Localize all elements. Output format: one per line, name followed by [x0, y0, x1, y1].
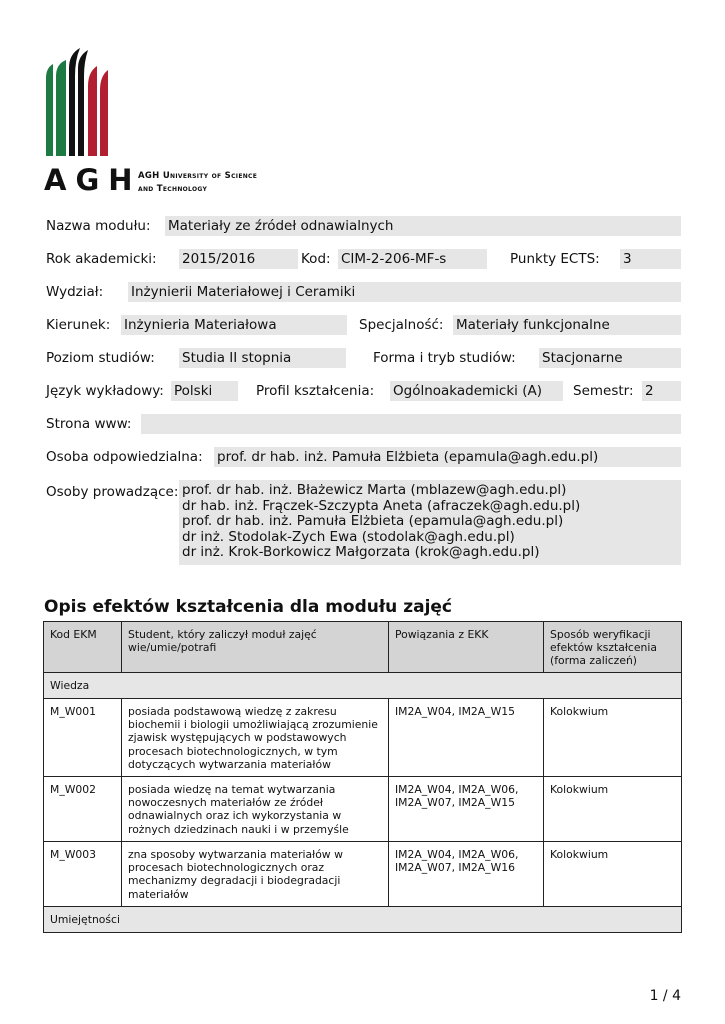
lecturer-item: prof. dr hab. inż. Błażewicz Marta (mblazew@agh.edu.pl) — [182, 482, 567, 498]
faculty-value: Inżynierii Materiałowej i Ceramiki — [128, 282, 681, 302]
table-row — [44, 842, 682, 907]
cell-description: posiada podstawową wiedzę z zakresu biochemii i biologii umożliwiającą zrozumienie zjawisk występujących w podstawowych procesach biotechnologicznych, w tym dotyczących wytwarzania materiałów — [122, 699, 389, 777]
agh-logo — [44, 46, 142, 197]
cell-description: zna sposoby wytwarzania materiałów w procesach biotechnologicznych oraz mechanizmy degradacji i biodegradacji materiałów — [122, 842, 389, 907]
ects-label: Punkty ECTS: — [510, 251, 600, 267]
code-value: CIM-2-206-MF-s — [338, 249, 487, 269]
study-level-label: Poziom studiów: — [46, 350, 155, 366]
cell-verification: Kolokwium — [544, 842, 682, 907]
lecturer-item: dr inż. Krok-Borkowicz Małgorzata (krok@agh.edu.pl) — [182, 544, 540, 561]
specialty-label: Specjalność: — [359, 317, 444, 333]
page-number: 1 / 4 — [649, 988, 681, 1004]
cell-verification: Kolokwium — [544, 699, 682, 777]
group-label-skills: Umiejętności — [44, 907, 682, 933]
cell-links: IM2A_W04, IM2A_W06, IM2A_W07, IM2A_W16 — [389, 842, 544, 907]
cell-links: IM2A_W04, IM2A_W15 — [389, 699, 544, 777]
lecturer-item: dr inż. Stodolak-Zych Ewa (stodolak@agh.edu.pl) — [182, 528, 515, 545]
field-of-study-value: Inżynieria Materiałowa — [121, 315, 347, 335]
lecturers-list — [179, 480, 681, 565]
university-line1: AGH University of Science — [138, 171, 258, 181]
study-mode-label: Forma i tryb studiów: — [373, 350, 516, 366]
university-line2: and Technology — [138, 184, 208, 194]
module-name-label: Nazwa modułu: — [46, 218, 151, 234]
header-description: Student, który zaliczył moduł zajęć wie/umie/potrafi — [122, 622, 389, 673]
cell-code: M_W002 — [44, 777, 122, 842]
academic-year-label: Rok akademicki: — [46, 251, 157, 267]
profile-value: Ogólnoakademicki (A) — [390, 381, 563, 401]
lecturer-item: dr hab. inż. Frączek-Szczypta Aneta (afraczek@agh.edu.pl) — [182, 497, 581, 514]
cell-verification: Kolokwium — [544, 777, 682, 842]
responsible-value: prof. dr hab. inż. Pamuła Elżbieta (epamula@agh.edu.pl) — [214, 447, 681, 467]
module-name-value: Materiały ze źródeł odnawialnych — [165, 216, 681, 236]
logo-letters: AGH — [44, 163, 142, 197]
website-label: Strona www: — [46, 416, 132, 432]
semester-label: Semestr: — [573, 383, 634, 399]
table-header-row — [44, 622, 682, 673]
study-mode-value: Stacjonarne — [539, 348, 681, 368]
section-title: Opis efektów kształcenia dla modułu zajęć — [44, 597, 453, 617]
ects-value: 3 — [620, 249, 681, 269]
table-row — [44, 777, 682, 842]
cell-code: M_W001 — [44, 699, 122, 777]
header-verification: Sposób weryfikacji efektów kształcenia (forma zaliczeń) — [544, 622, 682, 673]
cell-links: IM2A_W04, IM2A_W06, IM2A_W07, IM2A_W15 — [389, 777, 544, 842]
group-label-knowledge: Wiedza — [44, 673, 682, 699]
cell-code: M_W003 — [44, 842, 122, 907]
group-row-knowledge — [44, 673, 682, 699]
responsible-label: Osoba odpowiedzialna: — [46, 449, 203, 465]
specialty-value: Materiały funkcjonalne — [453, 315, 681, 335]
language-value: Polski — [171, 381, 238, 401]
cell-description: posiada wiedzę na temat wytwarzania nowoczesnych materiałów ze źródeł odnawialnych oraz ich wykorzystania w rożnych dziedzinach nauki i w przemyśle — [122, 777, 389, 842]
field-of-study-label: Kierunek: — [46, 317, 111, 333]
language-label: Język wykładowy: — [46, 383, 164, 399]
group-row-skills — [44, 907, 682, 933]
study-level-value: Studia II stopnia — [179, 348, 346, 368]
academic-year-value: 2015/2016 — [179, 249, 298, 269]
table-row — [44, 699, 682, 777]
profile-label: Profil kształcenia: — [256, 383, 375, 399]
lecturers-label: Osoby prowadzące: — [46, 484, 179, 500]
header-code: Kod EKM — [44, 622, 122, 673]
faculty-label: Wydział: — [46, 284, 104, 300]
semester-value: 2 — [642, 381, 681, 401]
header-links: Powiązania z EKK — [389, 622, 544, 673]
university-name — [138, 170, 257, 196]
lecturer-item: prof. dr hab. inż. Pamuła Elżbieta (epamula@agh.edu.pl) — [182, 513, 564, 530]
website-value[interactable] — [141, 414, 681, 434]
learning-outcomes-table — [43, 621, 682, 933]
code-label: Kod: — [301, 251, 331, 267]
